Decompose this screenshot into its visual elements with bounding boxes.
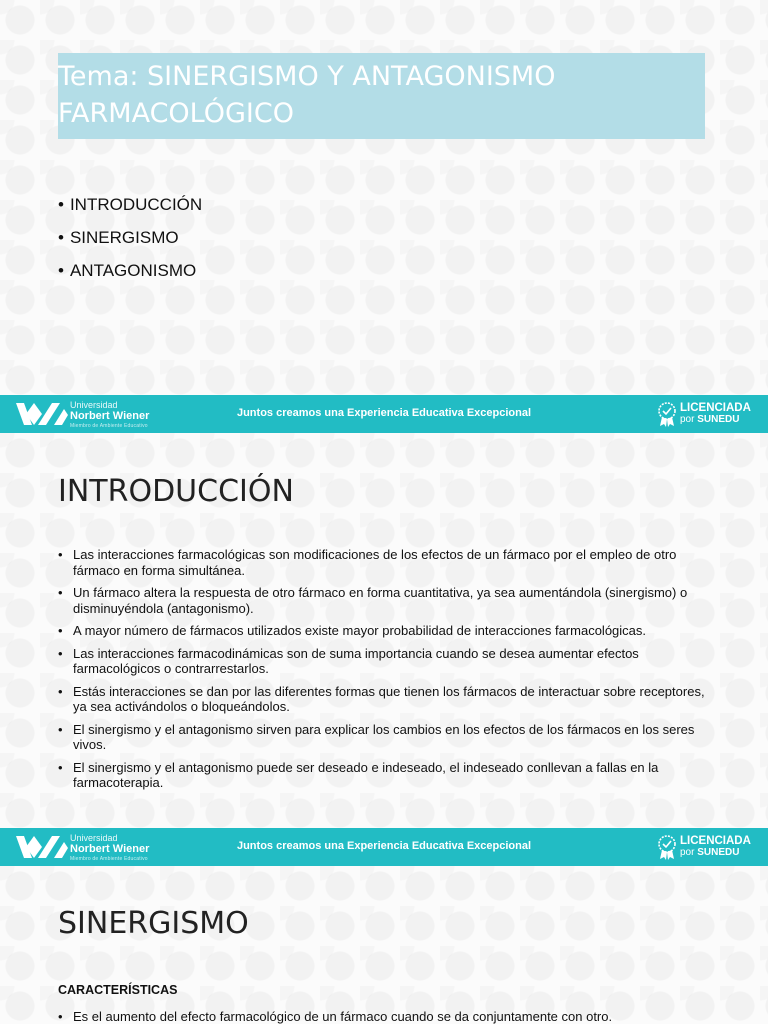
- agenda-item: • ANTAGONISMO: [58, 254, 202, 287]
- agenda-item: • SINERGISMO: [58, 221, 202, 254]
- intro-bullet-list: [58, 547, 708, 798]
- license-text: [680, 836, 751, 858]
- license-badge-icon: [656, 834, 678, 860]
- university-line2: Norbert Wiener: [70, 842, 150, 855]
- slogan-text: Juntos creamos una Experiencia Educativa Excepcional: [236, 407, 532, 419]
- university-banner: [0, 828, 768, 866]
- bullet-item: • Las interacciones farmacodinámicas son de suma importancia cuando se desea aumentar efectos farmacológicos o contrarrestarlos.: [58, 646, 708, 677]
- agenda-list: [58, 188, 202, 287]
- slide-title: [0, 0, 768, 395]
- sinergismo-bullet-list: [58, 1009, 708, 1024]
- license-line1: LICENCIADA: [680, 402, 751, 414]
- bullet-item: • Es el aumento del efecto farmacológico de un fármaco cuando se da conjuntamente con otro.: [58, 1009, 708, 1024]
- license-sunedu: SUNEDU: [697, 414, 740, 425]
- license-prefix: por: [680, 414, 695, 425]
- slide-heading: SINERGISMO: [58, 906, 249, 941]
- agenda-item: • INTRODUCCIÓN: [58, 188, 202, 221]
- bullet-item: • Un fármaco altera la respuesta de otro fármaco en forma cuantitativa, ya sea aumentándola (sinergismo) o disminuyéndola (antagonismo).: [58, 585, 708, 616]
- university-line1: Universidad: [70, 400, 118, 410]
- banner-slogan: [0, 840, 768, 852]
- university-line2: Norbert Wiener: [70, 409, 150, 422]
- banner-slogan: [0, 407, 768, 419]
- license-badge-icon: [656, 401, 678, 427]
- university-line1: Universidad: [70, 833, 118, 843]
- license-line1: LICENCIADA: [680, 835, 751, 847]
- slide-heading: INTRODUCCIÓN: [58, 474, 294, 509]
- slogan-text: Juntos creamos una Experiencia Educativa Excepcional: [236, 840, 532, 852]
- bullet-item: • A mayor número de fármacos utilizados existe mayor probabilidad de interacciones farmacológicas.: [58, 623, 708, 639]
- university-line3: Miembro de Ambiente Educativo: [70, 423, 148, 429]
- bullet-item: • El sinergismo y el antagonismo puede ser deseado e indeseado, el indeseado conllevan a fallas en la farmacoterapia.: [58, 760, 708, 791]
- slide-introduccion: [0, 433, 768, 828]
- bullet-item: • Las interacciones farmacológicas son modificaciones de los efectos de un fármaco por el empleo de otro fármaco en forma simultánea.: [58, 547, 708, 578]
- bullet-item: • Estás interacciones se dan por las diferentes formas que tienen los fármacos de interactuar sobre receptores, ya sea activándolos o bloqueándolos.: [58, 684, 708, 715]
- license-line2: [680, 847, 751, 858]
- license-sunedu: SUNEDU: [697, 847, 740, 858]
- section-subheading: CARACTERÍSTICAS: [58, 983, 178, 997]
- slide-sinergismo: [0, 866, 768, 1024]
- university-line3: Miembro de Ambiente Educativo: [70, 856, 148, 862]
- license-line2: [680, 414, 751, 425]
- bullet-item: • El sinergismo y el antagonismo sirven para explicar los cambios en los efectos de los fármacos en los seres vivos.: [58, 722, 708, 753]
- slide-title-text: Tema: SINERGISMO Y ANTAGONISMO FARMACOLÓGICO: [58, 61, 556, 129]
- university-banner: [0, 395, 768, 433]
- license-text: [680, 403, 751, 425]
- license-prefix: por: [680, 847, 695, 858]
